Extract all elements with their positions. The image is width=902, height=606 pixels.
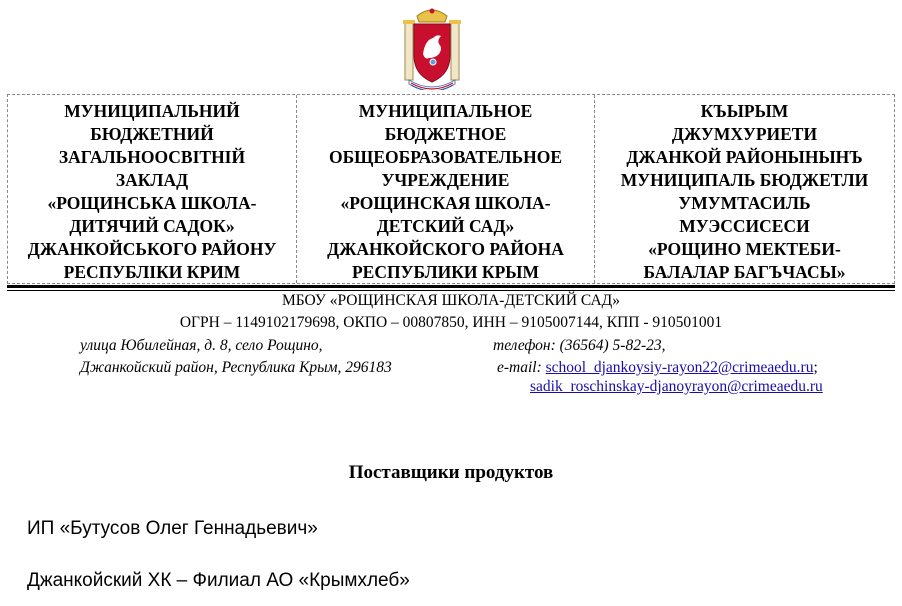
header-divider-thin bbox=[7, 290, 895, 291]
email-line bbox=[497, 359, 818, 377]
phone-number: телефон: (36564) 5-82-23, bbox=[493, 337, 666, 354]
email-link-kindergarten[interactable]: sadik_roschinskay-djanoyrayon@crimeaedu.ru bbox=[530, 378, 823, 395]
header-column-ukrainian bbox=[8, 95, 297, 283]
header-divider-thick bbox=[7, 285, 895, 288]
supplier-item-1: ИП «Бутусов Олег Геннадьевич» bbox=[27, 518, 318, 539]
email-link-school[interactable]: school_djankoysiy-rayon22@crimeaedu.ru bbox=[545, 359, 814, 376]
email-label: e-mail: bbox=[497, 359, 546, 376]
supplier-item-2: Джанкойский ХК – Филиал АО «Крымхлеб» bbox=[27, 570, 410, 591]
header-ukrainian-text: МУНИЦИПАЛЬНИЙ БЮДЖЕТНИЙ ЗАГАЛЬНООСВІТНІЙ ЗАКЛАД «РОЩИНСЬКА ШКОЛА- ДИТЯЧИЙ САДОК» ДЖАНКОЙСЬКОГО РАЙОНУ РЕСПУБЛІКИ КРИМ bbox=[27, 101, 277, 282]
document-title: Поставщики продуктов bbox=[348, 462, 554, 483]
email-line-2 bbox=[530, 378, 823, 396]
institution-short-name: МБОУ «РОЩИНСКАЯ ШКОЛА-ДЕТСКИЙ САД» bbox=[281, 292, 621, 309]
header-column-crimean-tatar bbox=[595, 95, 894, 283]
header-russian-text: МУНИЦИПАЛЬНОЕ БЮДЖЕТНОЕ ОБЩЕОБРАЗОВАТЕЛЬНОЕ УЧРЕЖДЕНИЕ «РОЩИНСКАЯ ШКОЛА- ДЕТСКИЙ САД» ДЖАНКОЙСКОГО РАЙОНА РЕСПУБЛИКИ КРЫМ bbox=[327, 101, 564, 282]
header-column-russian bbox=[297, 95, 595, 283]
address-line-1: улица Юбилейная, д. 8, село Рощино, bbox=[80, 337, 323, 354]
header-crimean-tatar-text: КЪЫРЫМ ДЖУМХУРИЕТИ ДЖАНКОЙ РАЙОНЫНЫНЪ МУНИЦИПАЛЬ БЮДЖЕТЛИ УМУМТАСИЛЬ МУЭССИСЕСИ «РОЩИНО МЕКТЕБИ- БАЛАЛАР БАГЪЧАСЫ» bbox=[620, 101, 869, 282]
email-separator: ; bbox=[813, 359, 818, 376]
address-line-2: Джанкойский район, Республика Крым, 296183 bbox=[80, 359, 392, 376]
institution-codes: ОГРН – 1149102179698, ОКПО – 00807850, ИНН – 9105007144, КПП - 910501001 bbox=[179, 314, 723, 331]
header-table bbox=[7, 94, 895, 284]
crimea-coat-of-arms-icon bbox=[399, 4, 465, 90]
